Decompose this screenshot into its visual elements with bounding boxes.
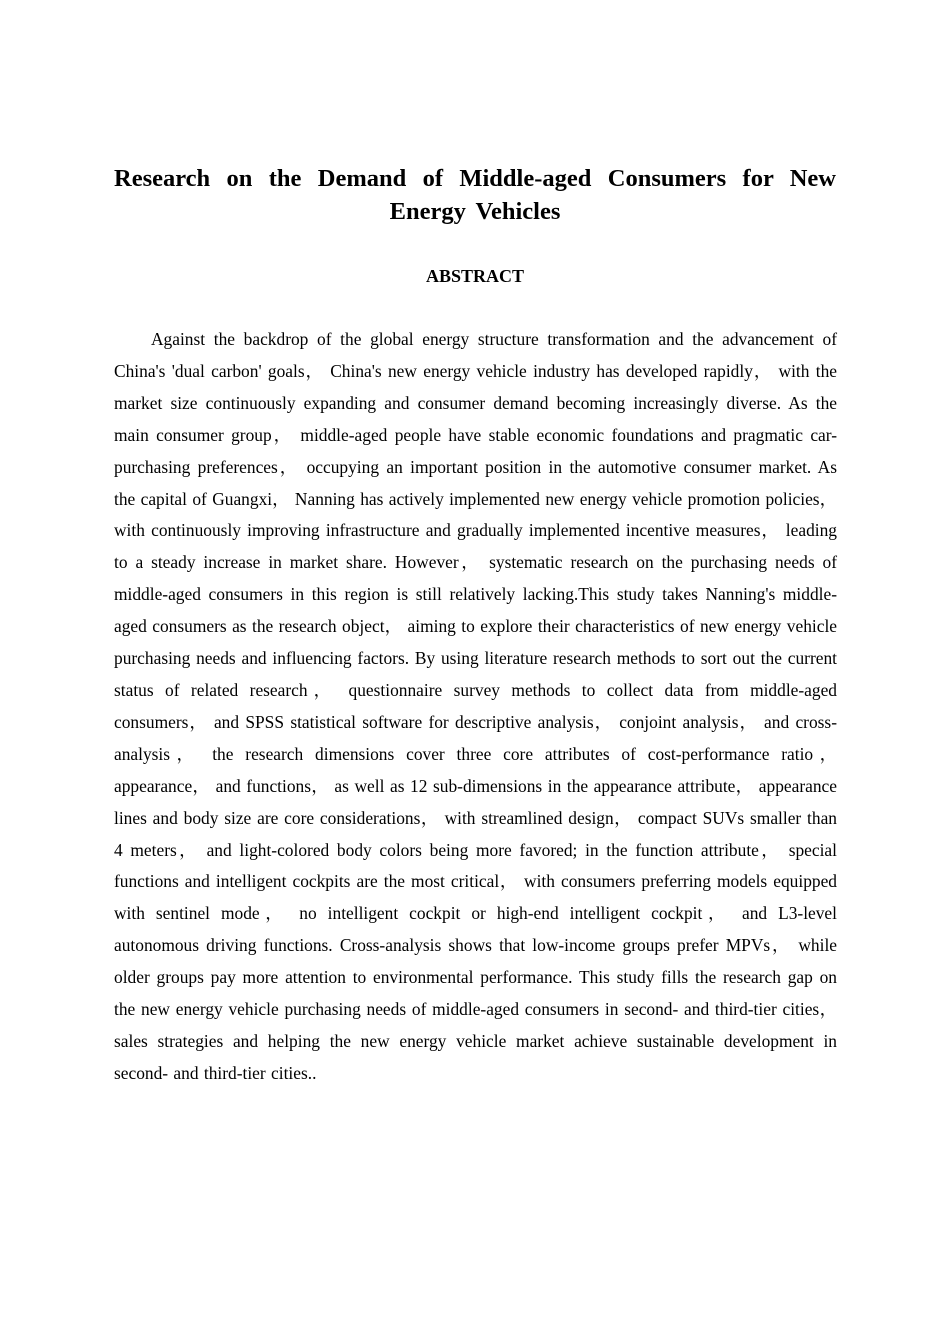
abstract-heading: ABSTRACT [425, 266, 525, 286]
document-title: Research on the Demand of Middle-aged Consumers for New Energy Vehicles [114, 165, 836, 225]
abstract-paragraph: Against the backdrop of the global energy structure transformation and the advancement of China's 'dual carbon' goals， China's new energy vehicle industry has developed rapidly， with the market size continuously expanding and consumer demand becoming increasingly diverse. As the main consumer group， middle-aged people have stable economic foundations and pragmatic car-purchasing preferences， occupying an important position in the automotive consumer market. As the capital of Guangxi， Nanning has actively implemented new energy vehicle promotion policies， with continuously improving infrastructure and gradually implemented incentive measures， leading to a steady increase in market share. However， systematic research on the purchasing needs of middle-aged consumers in this region is still relatively lacking.This study takes Nanning's middle-aged consumers as the research object， aiming to explore their characteristics of new energy vehicle purchasing needs and influencing factors. By using literature research methods to sort out the current status of related research， questionnaire survey methods to collect data from middle-aged consumers， and SPSS statistical software for descriptive analysis， conjoint analysis， and cross-analysis， the research dimensions cover three core attributes of cost-performance ratio， appearance， and functions， as well as 12 sub-dimensions in the appearance attribute， appearance lines and body size are core considerations， with streamlined design， compact SUVs smaller than 4 meters， and light-colored body colors being more favored; in the function attribute， special functions and intelligent cockpits are the most critical， with consumers preferring models equipped with sentinel mode， no intelligent cockpit or high-end intelligent cockpit， and L3-level autonomous driving functions. Cross-analysis shows that low-income groups prefer MPVs， while older groups pay more attention to environmental performance. This study fills the research gap on the new energy vehicle purchasing needs of middle-aged consumers in second- and third-tier cities， sales strategies and helping the new energy vehicle market achieve sustainable development in second- and third-tier cities.. [114, 329, 837, 1083]
